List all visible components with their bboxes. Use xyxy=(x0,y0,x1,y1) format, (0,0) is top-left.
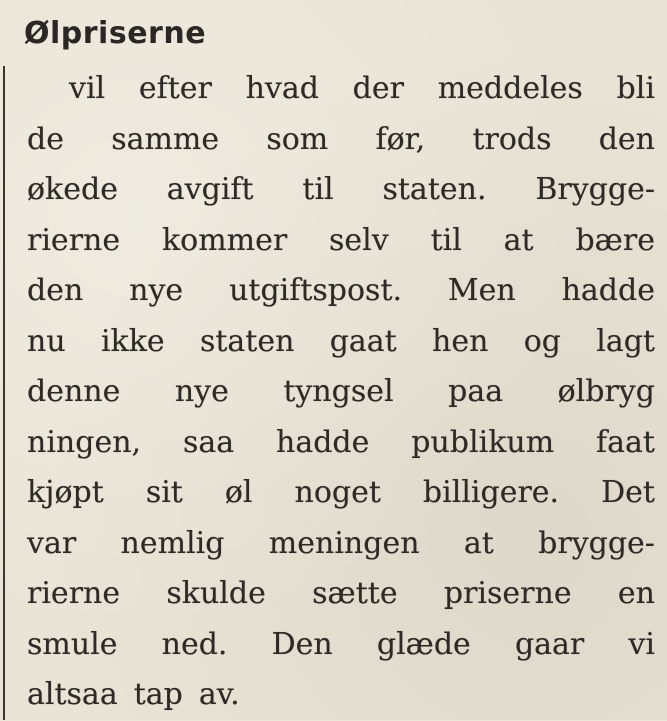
article-word: der xyxy=(352,71,404,106)
article-word: altsaa xyxy=(27,677,118,712)
article-word: sætte xyxy=(312,576,398,611)
article-word: vil xyxy=(69,71,106,106)
article-word: til xyxy=(302,172,334,207)
article-line xyxy=(27,266,655,317)
article-word: hadde xyxy=(561,273,655,308)
article-word: publikum xyxy=(411,424,555,460)
article-word: Det xyxy=(601,475,655,510)
article-line xyxy=(27,367,655,418)
article-line xyxy=(27,670,655,721)
article-line xyxy=(27,64,655,115)
article-word: at xyxy=(463,525,494,561)
article-word: ningen, xyxy=(27,424,142,460)
article-line xyxy=(27,165,655,216)
article-word: paa xyxy=(448,374,504,409)
article-line xyxy=(27,569,655,620)
article-word: den xyxy=(27,273,84,308)
article-word: ned. xyxy=(161,626,228,662)
article-word: var xyxy=(27,525,77,561)
article-word: billigere. xyxy=(422,475,560,510)
article-word: nu xyxy=(27,323,66,359)
article-word: av. xyxy=(198,677,240,712)
article-word: bli xyxy=(616,71,655,106)
article-word: kommer xyxy=(161,222,288,258)
article-word: glæde xyxy=(376,626,471,662)
article-word: kjøpt xyxy=(27,475,104,510)
article-word: Men xyxy=(447,273,516,308)
article-word: ikke xyxy=(100,323,165,359)
article-word: trods xyxy=(472,121,552,157)
article-word: nye xyxy=(174,374,229,409)
article-word: nye xyxy=(129,273,184,308)
article-word: Den xyxy=(271,626,333,662)
article-body xyxy=(27,64,655,721)
article-word: vi xyxy=(628,626,655,662)
article-word: øl xyxy=(224,475,253,510)
article-line xyxy=(27,418,655,469)
article-word: som xyxy=(266,121,329,157)
article-line xyxy=(27,216,655,267)
article-word: selv xyxy=(329,222,389,258)
article-word: nemlig xyxy=(120,525,225,561)
article-word: at xyxy=(503,222,534,258)
article-line xyxy=(27,468,655,519)
article-word: bære xyxy=(575,222,655,258)
article-line xyxy=(27,317,655,368)
article-word: gaat xyxy=(329,323,397,359)
article-line xyxy=(27,620,655,671)
article-word: efter xyxy=(138,71,212,106)
article-word: hvad xyxy=(245,71,319,106)
article-word: hen xyxy=(432,323,489,359)
article-word: gaar xyxy=(514,626,585,662)
article-word: Brygge- xyxy=(535,172,655,207)
article-word: og xyxy=(523,323,561,359)
article-word: til xyxy=(430,222,462,258)
article-word: sit xyxy=(145,475,183,510)
article-word: skulde xyxy=(166,576,266,611)
article-word: de xyxy=(27,121,64,157)
article-word: rierne xyxy=(27,222,121,258)
article-word: tap xyxy=(133,677,183,712)
article-word: før, xyxy=(375,121,426,157)
article-word: staten. xyxy=(382,172,487,207)
article-line xyxy=(27,115,655,166)
article-word: tyngsel xyxy=(283,374,394,409)
article-word: ølbryg xyxy=(557,374,655,409)
article-word: faat xyxy=(596,424,655,460)
column-rule xyxy=(3,66,5,720)
article-word: saa xyxy=(182,424,235,460)
article-word: samme xyxy=(111,121,220,157)
article-word: rierne xyxy=(27,576,121,611)
article-word: brygge- xyxy=(538,525,655,561)
article-word: den xyxy=(598,121,655,157)
article-word: avgift xyxy=(166,172,254,207)
article-line xyxy=(27,519,655,570)
article-word: smule xyxy=(27,626,118,662)
article-word: denne xyxy=(27,374,121,409)
article-word: utgiftspost. xyxy=(229,273,403,308)
article-word: staten xyxy=(199,323,295,359)
article-word: meningen xyxy=(268,525,420,561)
article-word: meddeles xyxy=(437,71,583,106)
article-word: noget xyxy=(294,475,381,510)
article-word: en xyxy=(617,576,655,611)
article-word: hadde xyxy=(276,424,370,460)
article-headline: Ølpriserne xyxy=(24,16,207,51)
article-word: priserne xyxy=(443,576,572,611)
article-word: økede xyxy=(27,172,118,207)
article-word: lagt xyxy=(596,323,655,359)
